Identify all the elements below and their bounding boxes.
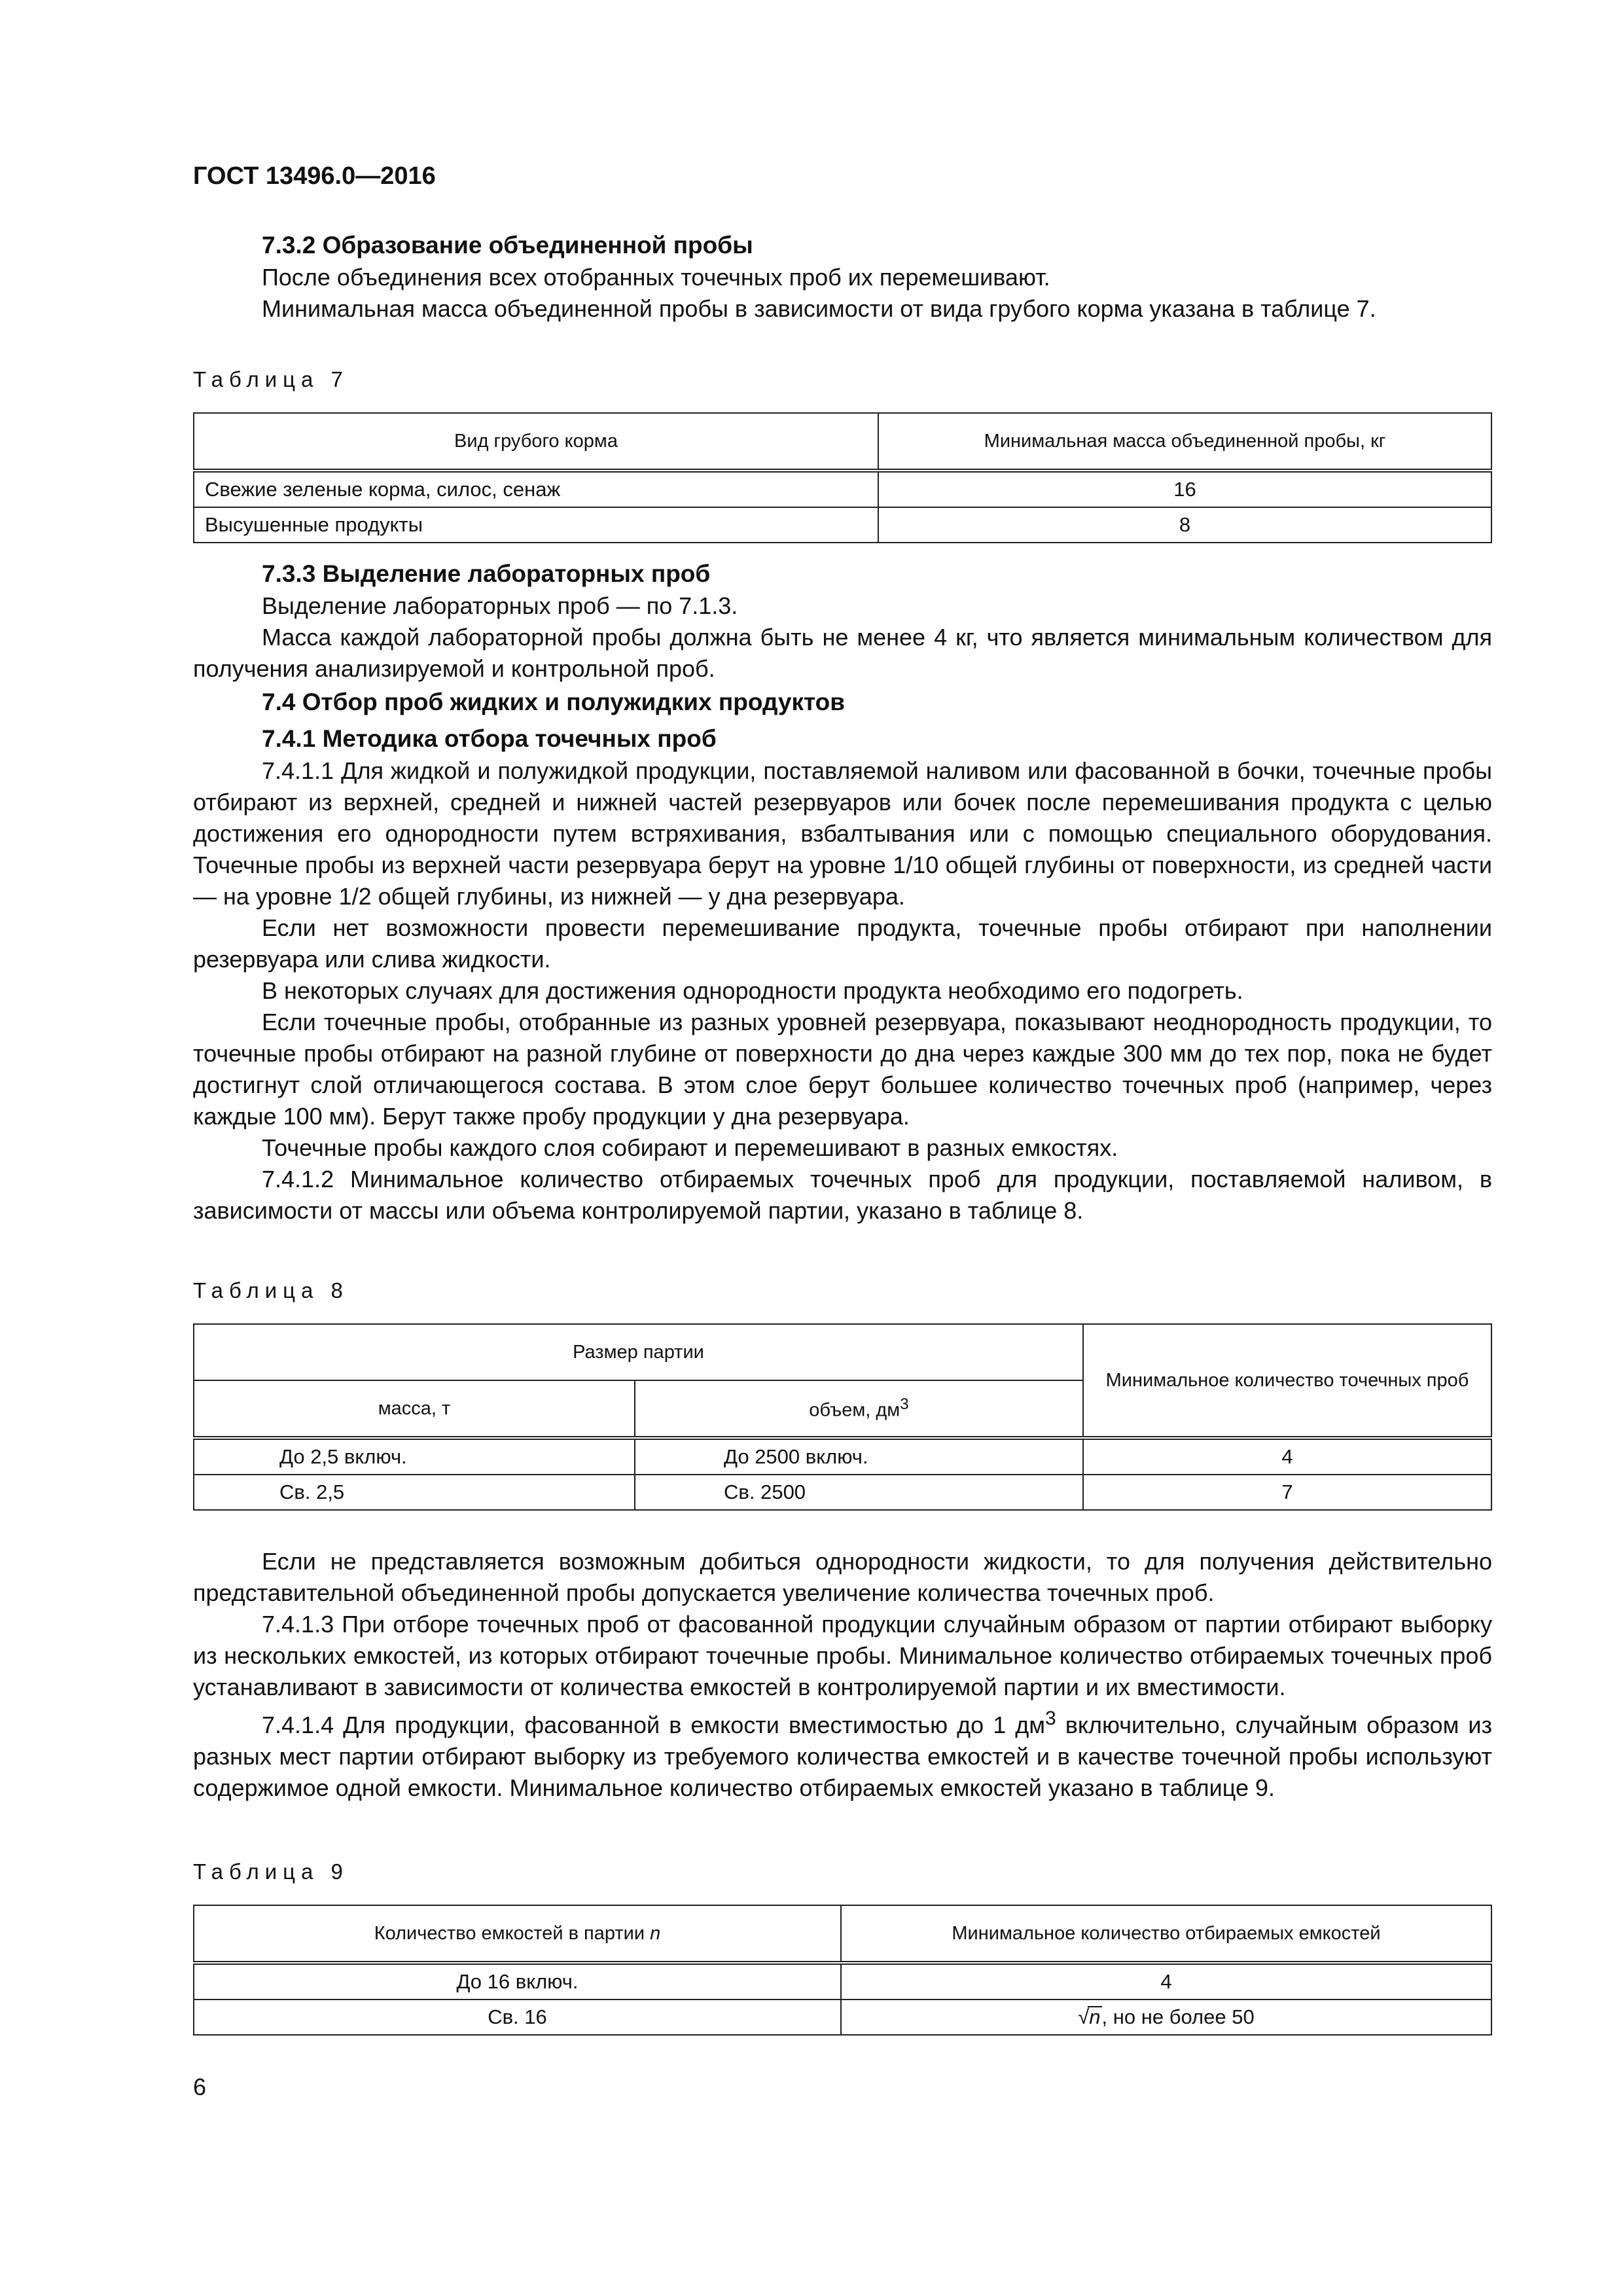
table-cell: Св. 16 [194, 2000, 841, 2035]
table-header-row [194, 1905, 1491, 1963]
section-7-3-2 [193, 229, 1492, 325]
table-row [194, 1475, 1491, 1510]
paragraph: Точечные пробы каждого слоя собирают и перемешивают в разных емкостях. [262, 1134, 1118, 1161]
paragraph: Минимальная масса объединенной пробы в зависимости от вида грубого корма указана в таблице 7. [262, 295, 1376, 322]
table-header-cell: Минимальное количество отбираемых емкостей [841, 1905, 1491, 1963]
table-9 [193, 1905, 1492, 2036]
section-after-table-8 [193, 1546, 1492, 1804]
paragraph: Если не представляется возможным добиться однородности жидкости, то для получения действительно представительной объединенной пробы допускается увеличение количества точечных проб. [193, 1548, 1492, 1606]
sqrt-icon: √ [1078, 2005, 1090, 2028]
variable: n [1089, 2005, 1101, 2028]
table-row [194, 1438, 1491, 1475]
table-cell: 4 [841, 1963, 1491, 2000]
paragraph: 7.4.1.3 При отборе точечных проб от фасованной продукции случайным образом от партии отбирают выборку из нескольких емкостей, из которых отбирают точечные пробы. Минимальное количество отбираемых точечных проб устанавливают в зависимости от количества емкостей в контролируемой партии и их вместимости. [193, 1611, 1492, 1700]
table-8 [193, 1323, 1492, 1511]
section-title: 7.3.3 Выделение лабораторных проб [262, 560, 711, 587]
table-cell: До 2500 включ. [635, 1438, 1083, 1475]
paragraph: Если точечные пробы, отобранные из разных уровней резервуара, показывают неоднородность продукции, то точечные пробы отбирают на разной глубине от поверхности до дна через каждые 300 мм до тех пор, пока не будет достигнут слой отличающегося состава. В этом слое берут большее количество точечных проб (например, через каждые 100 мм). Берут также пробу продукции у дна резервуара. [193, 1009, 1492, 1130]
paragraph: После объединения всех отобранных точечных проб их перемешивают. [262, 264, 1050, 291]
table-cell: 7 [1083, 1475, 1491, 1510]
variable: n [650, 1922, 661, 1944]
table-cell: До 2,5 включ. [194, 1438, 635, 1475]
page-number: 6 [193, 2073, 207, 2100]
table-cell: Высушенные продукты [194, 507, 878, 543]
section-title: 7.4 Отбор проб жидких и полужидких продуктов [262, 689, 845, 715]
paragraph [193, 1703, 1492, 1804]
table-caption: Таблица 8 [193, 1278, 349, 1302]
table-header-row [194, 1324, 1491, 1380]
table-7-block [193, 365, 1492, 543]
table-row [194, 1963, 1491, 2000]
superscript: 3 [1045, 1708, 1056, 1729]
section-title: 7.3.2 Образование объединенной пробы [262, 232, 753, 259]
table-cell: 8 [878, 507, 1491, 543]
table-7 [193, 412, 1492, 543]
paragraph: 7.4.1.2 Минимальное количество отбираемых точечных проб для продукции, поставляемой наливом, в зависимости от массы или объема контролируемой партии, указано в таблице 8. [193, 1166, 1492, 1224]
table-cell [841, 2000, 1491, 2035]
subsection-title: 7.4.1 Методика отбора точечных проб [262, 725, 717, 752]
paragraph: Масса каждой лабораторной пробы должна быть не менее 4 кг, что является минимальным количеством для получения анализируемой и контрольной проб. [193, 624, 1492, 682]
table-header-cell: Вид грубого корма [194, 413, 878, 471]
table-header-cell: Минимальное количество точечных проб [1083, 1324, 1491, 1438]
header-text: объем, дм [809, 1399, 901, 1421]
header-text: Количество емкостей в партии [374, 1922, 651, 1944]
table-row [194, 507, 1491, 543]
table-cell: До 16 включ. [194, 1963, 841, 2000]
table-8-block [193, 1276, 1492, 1511]
table-cell: 4 [1083, 1438, 1491, 1475]
section-7-3-3 [193, 558, 1492, 685]
table-cell: Св. 2,5 [194, 1475, 635, 1510]
table-row [194, 471, 1491, 507]
table-header-cell [194, 1905, 841, 1963]
table-row [194, 2000, 1491, 2035]
table-cell: Св. 2500 [635, 1475, 1083, 1510]
text-run: , но не более 50 [1101, 2005, 1255, 2028]
table-header-cell: Размер партии [194, 1324, 1083, 1380]
table-cell: Свежие зеленые корма, силос, сенаж [194, 471, 878, 507]
paragraph: Выделение лабораторных проб — по 7.1.3. [262, 592, 738, 619]
table-caption: Таблица 9 [193, 1859, 349, 1884]
superscript: 3 [900, 1395, 909, 1414]
text-run: 7.4.1.4 Для продукции, фасованной в емкости вместимостью до 1 дм [262, 1712, 1046, 1738]
section-7-4 [193, 686, 1492, 1227]
table-header-cell: Минимальная масса объединенной пробы, кг [878, 413, 1491, 471]
table-caption: Таблица 7 [193, 367, 349, 391]
table-header-row [194, 413, 1491, 471]
table-cell: 16 [878, 471, 1491, 507]
table-9-block [193, 1857, 1492, 2036]
document-header: ГОСТ 13496.0—2016 [193, 162, 436, 190]
paragraph: Если нет возможности провести перемешивание продукта, точечные пробы отбирают при наполнении резервуара или слива жидкости. [193, 914, 1492, 973]
table-header-cell [635, 1380, 1083, 1438]
table-header-cell: масса, т [194, 1380, 635, 1438]
paragraph: В некоторых случаях для достижения однородности продукта необходимо его подогреть. [262, 977, 1243, 1004]
paragraph: 7.4.1.1 Для жидкой и полужидкой продукции, поставляемой наливом или фасованной в бочки, точечные пробы отбирают из верхней, средней и нижней частей резервуаров или бочек после перемешивания продукта с целью достижения его однородности путем встряхивания, взбалтывания или с помощью специального оборудования. Точечные пробы из верхней части резервуара берут на уровне 1/10 общей глубины от поверхности, из средней части — на уровне 1/2 общей глубины, из нижней — у дна резервуара. [193, 757, 1492, 910]
text-run: включительно, случайным образом из разных мест партии отбирают выборку из требуемого количества емкостей и в качестве точечной пробы используют содержимое одной емкости. Минимальное количество отбираемых емкостей указано в таблице 9. [193, 1712, 1492, 1801]
